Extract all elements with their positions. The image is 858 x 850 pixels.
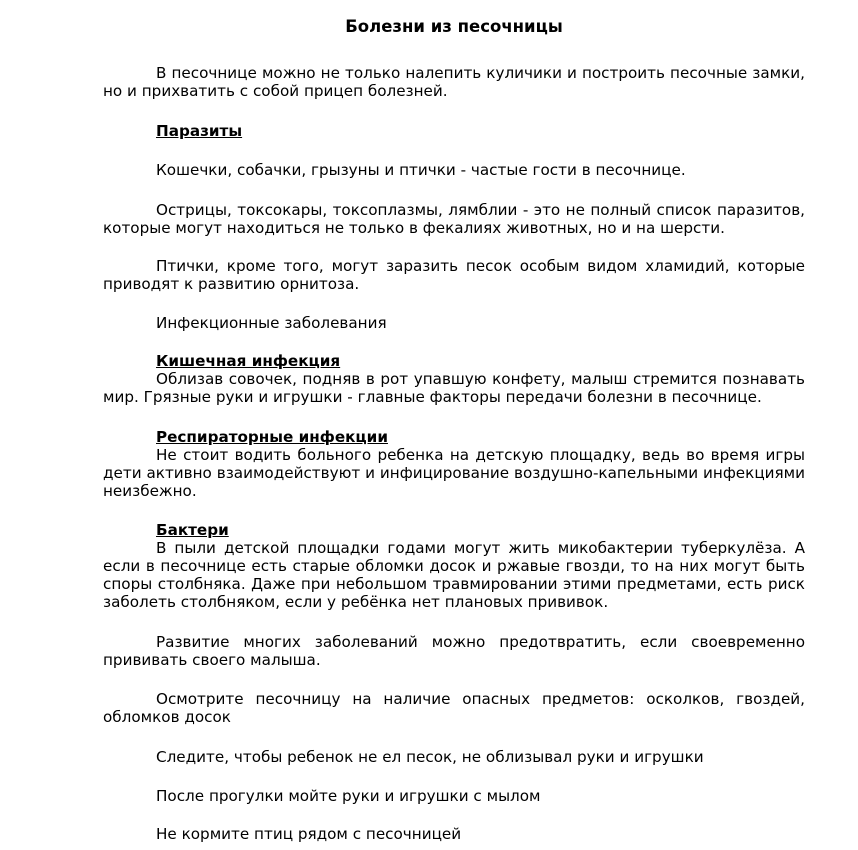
infectious-label-block [103, 314, 805, 332]
parasites-paragraph-2 [103, 201, 805, 237]
tip-4-text: Не кормите птиц рядом с песочницей [156, 825, 462, 843]
parasites-heading: Паразиты [156, 122, 243, 140]
parasites-text-1: Кошечки, собачки, грызуны и птички - частые гости в песочнице. [156, 161, 686, 179]
infectious-label: Инфекционные заболевания [156, 314, 387, 332]
respiratory-text: Не стоит водить больного ребенка на детскую площадку, ведь во время игры дети активно взаимодействуют и инфицирование воздушно-капельными инфекциями неизбежно. [103, 446, 805, 500]
tip-2-block [103, 748, 805, 766]
intro-paragraph [103, 64, 805, 100]
intro-text: В песочнице можно не только налепить куличики и построить песочные замки, но и прихватить с собой прицеп болезней. [103, 64, 805, 100]
tip-4-block [103, 825, 805, 843]
intestinal-section [103, 352, 805, 406]
respiratory-heading: Респираторные инфекции [156, 428, 388, 446]
tip-3-text: После прогулки мойте руки и игрушки с мылом [156, 787, 541, 805]
bacteria-section [103, 521, 805, 611]
parasites-paragraph-3 [103, 257, 805, 293]
tip-3-block [103, 787, 805, 805]
intestinal-heading: Кишечная инфекция [156, 352, 341, 370]
tip-2-text: Следите, чтобы ребенок не ел песок, не облизывал руки и игрушки [156, 748, 704, 766]
prevention-paragraph [103, 633, 805, 669]
tip-1-text: Осмотрите песочницу на наличие опасных предметов: осколков, гвоздей, обломков досок [103, 690, 805, 726]
prevention-text: Развитие многих заболеваний можно предотвратить, если своевременно прививать своего малыша. [103, 633, 805, 669]
parasites-heading-block [103, 122, 805, 140]
tip-1-paragraph [103, 690, 805, 726]
parasites-text-3: Птички, кроме того, могут заразить песок особым видом хламидий, которые приводят к развитию орнитоза. [103, 257, 805, 293]
document-title: Болезни из песочницы [345, 17, 563, 36]
respiratory-section [103, 428, 805, 500]
parasites-text-2: Острицы, токсокары, токсоплазмы, лямблии - это не полный список паразитов, которые могут находиться не только в фекалиях животных, но и на шерсти. [103, 201, 805, 237]
parasites-paragraph-1 [103, 161, 805, 179]
intestinal-text: Облизав совочек, подняв в рот упавшую конфету, малыш стремится познавать мир. Грязные руки и игрушки - главные факторы передачи болезни в песочнице. [103, 370, 805, 406]
bacteria-text: В пыли детской площадки годами могут жить микобактерии туберкулёза. А если в песочнице есть старые обломки досок и ржавые гвозди, то на них могут быть споры столбняка. Даже при небольшом травмировании этими предметами, есть риск заболеть столбняком, если у ребёнка нет плановых прививок. [103, 539, 805, 611]
bacteria-heading: Бактери [156, 521, 229, 539]
